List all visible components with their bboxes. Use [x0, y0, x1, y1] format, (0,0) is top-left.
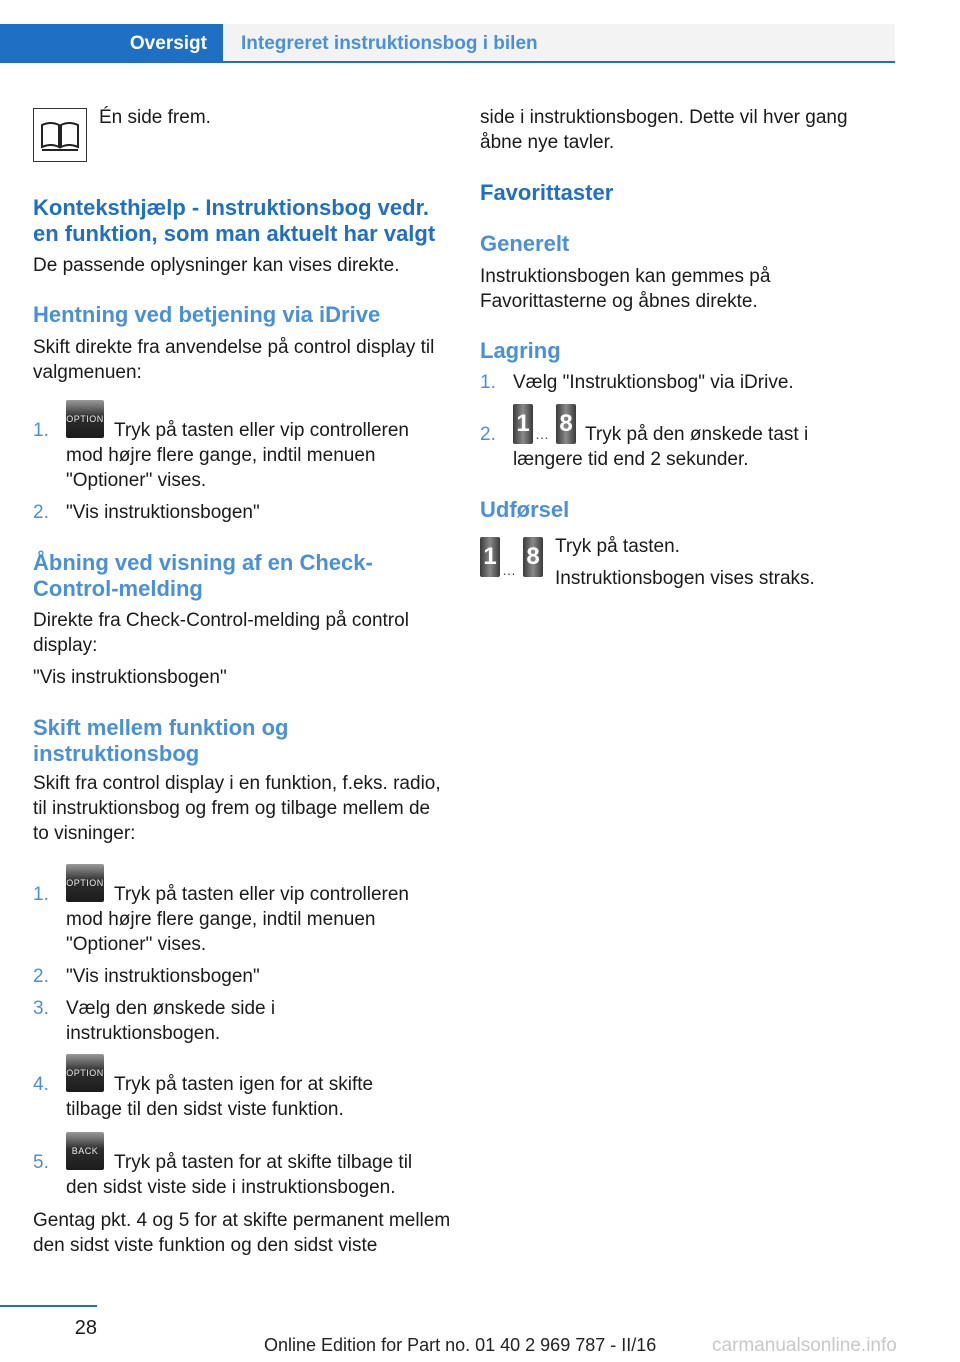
- paragraph-skift: Skift fra control display i en funktion, f.eks. radio, til instruktionsbog og frem og tilbage mellem de to visninger:: [33, 773, 441, 844]
- paragraph-idrive: Skift direkte fra anvendelse på control display til valgmenuen:: [33, 337, 435, 383]
- list-item-text: "Vis instruktionsbogen": [66, 502, 260, 523]
- list-item-text: Tryk på tasten igen for at skifte tilbage til den sidst viste funktion.: [66, 1074, 374, 1120]
- paragraph-continued: side i instruktionsbogen. Dette vil hver gang åbne nye tavler.: [480, 107, 848, 153]
- heading-generelt: Generelt: [480, 231, 570, 256]
- list-item: [33, 878, 453, 962]
- favorite-key-8-icon: 8: [523, 537, 543, 577]
- option-key-icon: OPTION: [66, 864, 104, 902]
- paragraph-konteksthjaelp: De passende oplysninger kan vises direkte.: [33, 255, 400, 276]
- paragraph-gentag: Gentag pkt. 4 og 5 for at skifte permanent mellem den sidst viste funktion og den sidst viste: [33, 1210, 451, 1256]
- list-item: [33, 996, 453, 1048]
- watermark: carmanualsonline.info: [712, 1335, 897, 1356]
- paragraph-generelt: Instruktionsbogen kan gemmes på Favorittasterne og åbnes direkte.: [480, 266, 771, 312]
- list-item-text: Tryk på tasten eller vip controlleren mod højre flere gange, indtil menuen "Optioner" vises.: [66, 884, 409, 955]
- list-item: [33, 964, 453, 990]
- paragraph-check-control: Direkte fra Check-Control-melding på control display:: [33, 610, 409, 656]
- tab-integreret-instruktionsbog[interactable]: Integreret instruktionsbog i bilen: [223, 24, 895, 62]
- list-number: 4.: [33, 1074, 49, 1095]
- list-number: 2.: [33, 966, 49, 987]
- list-item: [33, 1068, 453, 1124]
- list-item-text: Tryk på tasten eller vip controlleren mod højre flere gange, indtil menuen "Optioner" vises.: [66, 420, 409, 491]
- list-number: 2.: [480, 424, 496, 445]
- list-item-text: "Vis instruktionsbogen": [66, 966, 260, 987]
- favorite-key-1-icon: 1: [513, 404, 533, 444]
- list-number: 1.: [480, 372, 496, 393]
- back-key-icon: BACK: [66, 1132, 104, 1170]
- list-item: [33, 414, 453, 498]
- list-number: 1.: [33, 420, 49, 441]
- list-item: [33, 500, 453, 526]
- footer-divider: [0, 1305, 97, 1307]
- ellipsis: …: [502, 562, 516, 578]
- list-item: [480, 410, 890, 474]
- page-header: [0, 0, 960, 62]
- list-number: 1.: [33, 884, 49, 905]
- option-key-icon: OPTION: [66, 1054, 104, 1092]
- list-number: 3.: [33, 998, 49, 1019]
- list-number: 2.: [33, 502, 49, 523]
- heading-konteksthjaelp: Konteksthjælp - Instruktionsbog vedr. en funktion, som man aktuelt har valgt: [33, 195, 436, 246]
- list-item-text: Tryk på tasten for at skifte tilbage til den sidst viste side i instruktionsbogen.: [66, 1152, 413, 1198]
- heading-skift: Skift mellem funktion og instruktionsbog: [33, 715, 289, 766]
- header-divider: [0, 61, 895, 63]
- intro-text: Én side frem.: [99, 107, 211, 128]
- list-item: [480, 370, 890, 396]
- heading-idrive: Hentning ved betjening via iDrive: [33, 302, 381, 327]
- list-item-text: Vælg den ønskede side i instruktionsbogen.: [66, 998, 276, 1044]
- ellipsis: …: [535, 426, 549, 442]
- paragraph-udfoersel-1: Tryk på tasten.: [555, 536, 680, 557]
- book-icon: [33, 108, 87, 162]
- heading-lagring: Lagring: [480, 338, 561, 363]
- tab-oversigt[interactable]: Oversigt: [0, 24, 223, 62]
- heading-udfoersel: Udførsel: [480, 497, 570, 522]
- list-item-text: Vælg "Instruktionsbog" via iDrive.: [513, 372, 794, 393]
- paragraph-check-control-2: "Vis instruktionsbogen": [33, 667, 227, 688]
- heading-favorittaster: Favorittaster: [480, 180, 614, 205]
- list-item-text: Tryk på den ønskede tast i længere tid end 2 sekunder.: [513, 424, 809, 470]
- edition-text: Online Edition for Part no. 01 40 2 969 787 - II/16: [264, 1335, 657, 1355]
- paragraph-udfoersel-2: Instruktionsbogen vises straks.: [555, 568, 815, 589]
- page-number: 28: [74, 1317, 97, 1339]
- option-key-icon: OPTION: [66, 400, 104, 438]
- list-item: [33, 1146, 453, 1202]
- list-number: 5.: [33, 1152, 49, 1173]
- favorite-key-1-icon: 1: [480, 537, 500, 577]
- heading-check-control: Åbning ved visning af en Check-Control-melding: [33, 550, 373, 601]
- favorite-key-8-icon: 8: [556, 404, 576, 444]
